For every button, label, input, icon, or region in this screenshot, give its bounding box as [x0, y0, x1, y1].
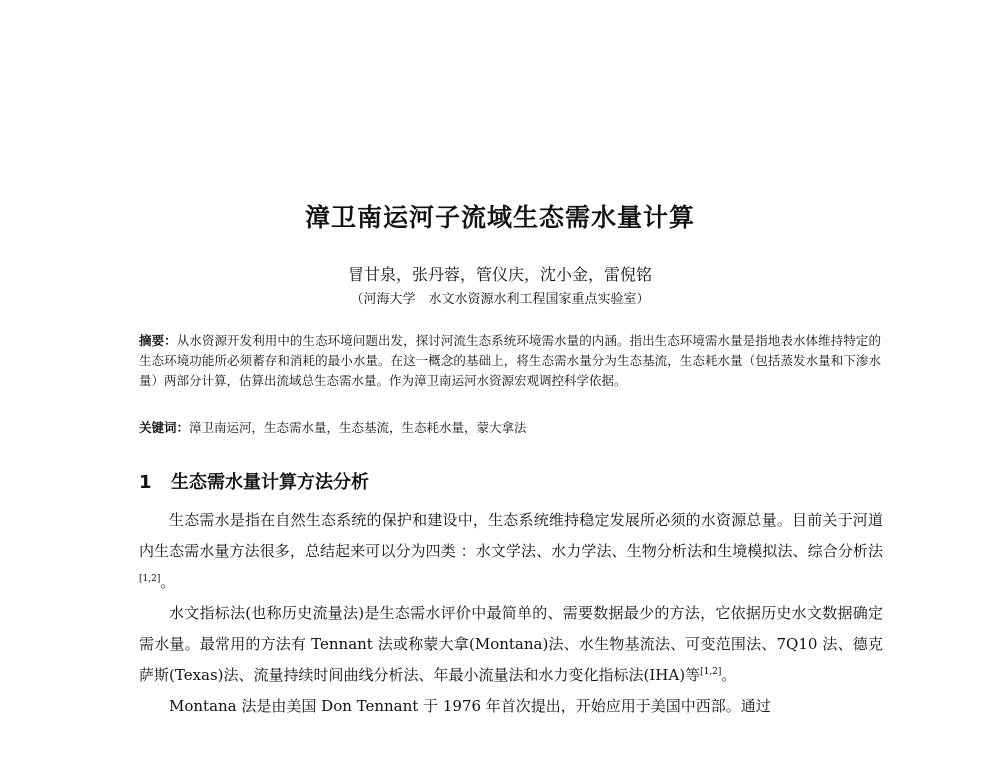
section-number: 1 [139, 472, 152, 493]
paragraph-tail: 。 [160, 573, 176, 591]
citation: [1,2] [139, 574, 161, 584]
paper-title: 漳卫南运河子流域生态需水量计算 [304, 203, 695, 232]
abstract [139, 331, 881, 391]
paragraph-tail: 。 [721, 666, 737, 684]
section-heading [139, 468, 369, 494]
keywords-label: 关键词： [139, 420, 190, 435]
keywords [139, 418, 881, 438]
author-list: 冒甘泉，张丹蓉，管仪庆，沈小金，雷倪铭 [347, 265, 652, 284]
keywords-text: 漳卫南运河，生态需水量，生态基流，生态耗水量，蒙大拿法 [189, 420, 527, 435]
paragraph-1 [139, 505, 883, 598]
paragraph-2 [139, 598, 883, 691]
abstract-text: 从水资源开发利用中的生态环境问题出发，探讨河流生态系统环境需水量的内涵。指出生态环境需水量是指地表水体维持特定的生态环境功能所必须蓄存和消耗的最小水量。在这一概念的基础上，将生态需水量分为生态基流，生态耗水量（包括蒸发水量和下渗水量）两部分计算，估算出流域总生态需水量。作为漳卫南运河水资源宏观调控科学依据。 [139, 333, 881, 388]
section-title: 生态需水量计算方法分析 [171, 472, 369, 493]
citation: [1,2] [700, 667, 722, 677]
paragraph-text: Montana 法是由美国 Don Tennant 于 1976 年首次提出，开始应用于美国中西部。通过 [169, 697, 771, 715]
paragraph-text: 生态需水是指在自然生态系统的保护和建设中，生态系统维持稳定发展所必须的水资源总量。目前关于河道内生态需水量方法很多，总结起来可以分为四类 ：水文学法、水力学法、生物分析法和生境模拟法、综合分析法 [139, 511, 883, 560]
paragraph-3 [139, 691, 883, 722]
abstract-label: 摘要： [139, 333, 177, 348]
paragraph-text: 水文指标法(也称历史流量法)是生态需水评价中最简单的、需要数据最少的方法，它依据历史水文数据确定需水量。最常用的方法有 Tennant 法或称蒙大拿(Montana)法、水生物基流法、可变范围法、7Q10 法、德克萨斯(Texas)法、流量持续时间曲线分析法、年最小流量法和水力变化指标法(IHA)等 [139, 604, 883, 684]
affiliation: （河海大学 水文水资源水利工程国家重点实验室） [350, 292, 650, 307]
body-text [139, 505, 883, 722]
